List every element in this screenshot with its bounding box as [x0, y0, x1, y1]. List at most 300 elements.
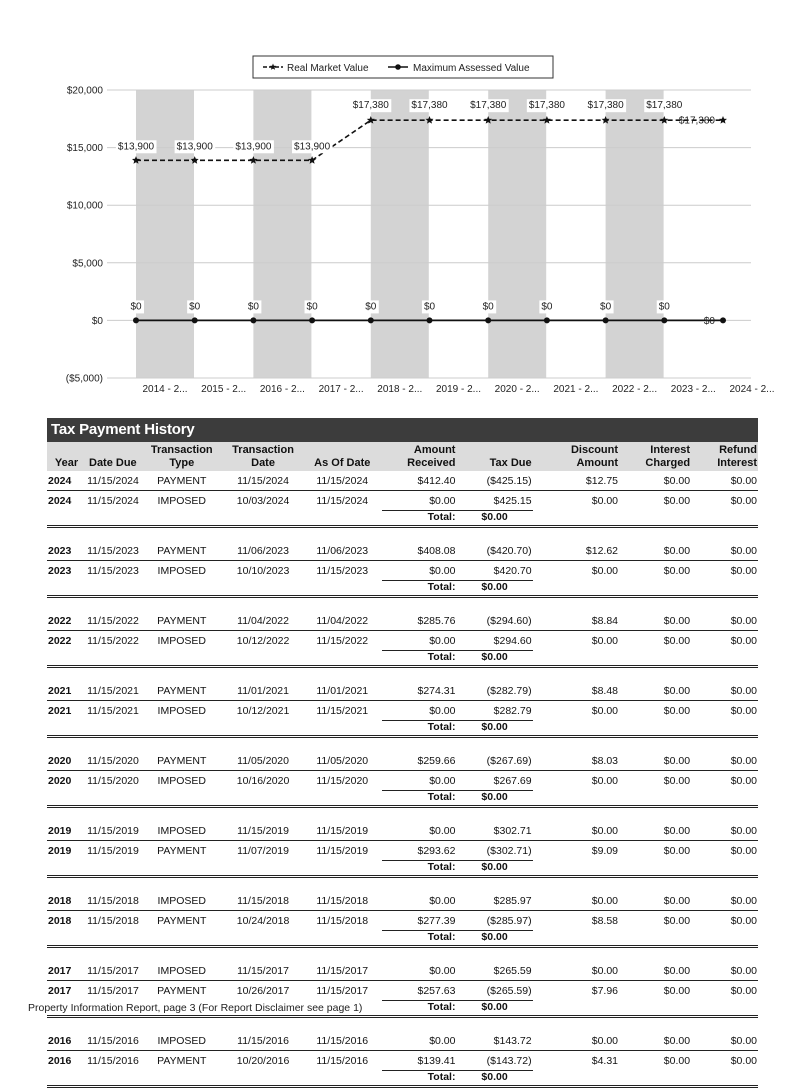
max-assessed-value-point — [309, 317, 315, 323]
table-row — [47, 611, 758, 631]
cell-as-of-date: 11/04/2022 — [302, 611, 382, 631]
total-empty-cell — [86, 651, 140, 667]
total-empty-cell — [619, 511, 691, 527]
cell-date-due: 11/15/2023 — [86, 541, 140, 561]
total-empty-cell — [47, 721, 86, 737]
cell-transaction-type: IMPOSED — [157, 494, 206, 507]
cell-amount-received: $0.00 — [382, 821, 456, 841]
cell-tax-due: ($143.72) — [486, 1054, 532, 1067]
cell-year: 2017 — [48, 984, 72, 997]
cell-refund-interest: $0.00 — [691, 961, 758, 981]
cell-tax-due: ($420.70) — [456, 541, 532, 561]
max-assessed-value-point — [661, 317, 667, 323]
total-row — [47, 931, 758, 947]
cell-as-of-date: 11/01/2021 — [302, 681, 382, 701]
cell-year: 2016 — [48, 1054, 72, 1067]
cell-discount-amount: $7.96 — [591, 984, 619, 997]
table-row — [47, 891, 758, 911]
real-market-value-label: $17,380 — [411, 100, 448, 112]
total-empty-cell — [691, 861, 758, 877]
cell-discount-amount: $8.03 — [533, 751, 619, 771]
cell-amount-received: $257.63 — [417, 984, 456, 997]
cell-refund-interest: $0.00 — [730, 564, 757, 577]
cell-discount-amount: $8.84 — [533, 611, 619, 631]
x-tick-label: 2014 - 2... — [142, 384, 188, 395]
header-year: Year — [47, 442, 86, 471]
total-empty-cell — [86, 861, 140, 877]
total-empty-cell — [302, 651, 382, 667]
cell-as-of-date: 11/15/2020 — [316, 774, 369, 787]
real-market-value-label: $17,380 — [352, 100, 389, 112]
cell-year: 2024 — [48, 494, 72, 507]
cell-discount-amount: $0.00 — [591, 774, 619, 787]
x-tick-label: 2018 - 2... — [377, 384, 423, 395]
cell-year: 2016 — [47, 1031, 86, 1051]
group-spacer — [47, 667, 758, 682]
total-empty-cell — [224, 791, 302, 807]
tax-payment-history — [47, 418, 758, 1088]
cell-discount-amount: $0.00 — [591, 704, 619, 717]
cell-refund-interest: $0.00 — [691, 891, 758, 911]
total-empty-cell — [224, 511, 302, 527]
max-assessed-value-point — [368, 317, 374, 323]
total-empty-cell — [140, 721, 224, 737]
cell-transaction-date: 10/12/2021 — [236, 704, 290, 717]
cell-refund-interest: $0.00 — [730, 634, 757, 647]
cell-amount-received: $274.31 — [382, 681, 456, 701]
header-as-of-date: As Of Date — [302, 442, 382, 471]
total-empty-cell — [47, 651, 86, 667]
max-assessed-value-label: $0 — [130, 301, 142, 313]
cell-date-due: 11/15/2021 — [86, 681, 140, 701]
cell-as-of-date: 11/15/2019 — [302, 821, 382, 841]
cell-transaction-type: IMPOSED — [140, 1031, 224, 1051]
cell-tax-due: ($425.15) — [456, 471, 532, 491]
header-date-due: Date Due — [86, 442, 140, 471]
legend-real-market-label: Real Market Value — [287, 63, 369, 74]
cell-date-due: 11/15/2017 — [87, 984, 139, 997]
total-empty-cell — [140, 1071, 224, 1087]
total-empty-cell — [140, 651, 224, 667]
chart-band — [606, 90, 664, 378]
cell-discount-amount: $12.62 — [533, 541, 619, 561]
cell-date-due: 11/15/2022 — [86, 611, 140, 631]
cell-transaction-date: 11/07/2019 — [237, 844, 289, 857]
cell-transaction-date: 10/26/2017 — [236, 984, 290, 997]
total-empty-cell — [619, 1071, 691, 1087]
total-empty-cell — [140, 861, 224, 877]
cell-tax-due: $420.70 — [493, 564, 532, 577]
cell-interest-charged: $0.00 — [663, 914, 691, 927]
total-empty-cell — [533, 1071, 619, 1087]
chart-band — [136, 90, 194, 378]
total-empty-cell — [691, 721, 758, 737]
total-empty-cell — [86, 721, 140, 737]
total-empty-cell — [302, 861, 382, 877]
cell-refund-interest: $0.00 — [691, 611, 758, 631]
cell-transaction-type: PAYMENT — [157, 984, 207, 997]
cell-transaction-date: 10/10/2023 — [236, 564, 290, 577]
cell-year: 2019 — [47, 821, 86, 841]
cell-as-of-date: 11/15/2021 — [316, 704, 369, 717]
tax-table — [47, 442, 758, 1088]
cell-interest-charged: $0.00 — [663, 634, 691, 647]
legend-max-assessed-label: Maximum Assessed Value — [413, 63, 530, 74]
cell-transaction-type: IMPOSED — [140, 891, 224, 911]
table-row — [47, 631, 758, 651]
total-empty-cell — [140, 791, 224, 807]
total-empty-cell — [691, 1071, 758, 1087]
total-empty-cell — [224, 721, 302, 737]
cell-year: 2018 — [48, 914, 72, 927]
cell-interest-charged: $0.00 — [663, 774, 691, 787]
group-spacer — [47, 807, 758, 822]
cell-transaction-type: PAYMENT — [140, 611, 224, 631]
cell-date-due: 11/15/2019 — [87, 844, 139, 857]
total-empty-cell — [691, 931, 758, 947]
cell-as-of-date: 11/15/2017 — [316, 984, 369, 997]
cell-tax-due: $294.60 — [493, 634, 532, 647]
total-row — [47, 791, 758, 807]
cell-discount-amount: $12.75 — [533, 471, 619, 491]
cell-date-due: 11/15/2018 — [87, 914, 139, 927]
total-row — [47, 511, 758, 527]
cell-transaction-type: PAYMENT — [140, 751, 224, 771]
group-spacer — [47, 597, 758, 612]
cell-discount-amount: $4.31 — [591, 1054, 619, 1067]
total-empty-cell — [140, 581, 224, 597]
cell-year: 2023 — [48, 564, 72, 577]
cell-date-due: 11/15/2018 — [86, 891, 140, 911]
total-empty-cell — [533, 511, 619, 527]
table-row — [47, 471, 758, 491]
cell-refund-interest: $0.00 — [730, 774, 757, 787]
cell-refund-interest: $0.00 — [730, 984, 757, 997]
cell-transaction-type: PAYMENT — [157, 844, 207, 857]
total-empty-cell — [619, 721, 691, 737]
group-spacer — [47, 737, 758, 752]
cell-amount-received: $412.40 — [382, 471, 456, 491]
x-tick-label: 2017 - 2... — [318, 384, 364, 395]
cell-amount-received: $408.08 — [382, 541, 456, 561]
cell-transaction-type: IMPOSED — [140, 961, 224, 981]
total-empty-cell — [691, 651, 758, 667]
table-row — [47, 1051, 758, 1071]
table-row — [47, 821, 758, 841]
chart-band — [488, 90, 546, 378]
max-assessed-value-point — [720, 317, 726, 323]
total-label: Total: — [382, 581, 456, 597]
total-empty-cell — [619, 1001, 691, 1017]
cell-transaction-date: 11/01/2021 — [224, 681, 302, 701]
table-row — [47, 561, 758, 581]
cell-as-of-date: 11/15/2018 — [302, 891, 382, 911]
table-row — [47, 701, 758, 721]
cell-transaction-date: 10/24/2018 — [236, 914, 290, 927]
y-tick-label: $20,000 — [66, 85, 103, 97]
group-spacer — [47, 877, 758, 892]
cell-date-due: 11/15/2020 — [86, 751, 140, 771]
total-row — [47, 581, 758, 597]
total-label: Total: — [382, 931, 456, 947]
cell-transaction-type: PAYMENT — [140, 681, 224, 701]
total-empty-cell — [619, 791, 691, 807]
cell-discount-amount: $8.48 — [533, 681, 619, 701]
total-empty-cell — [691, 581, 758, 597]
cell-tax-due: $267.69 — [493, 774, 532, 787]
total-empty-cell — [533, 1001, 619, 1017]
cell-discount-amount: $9.09 — [591, 844, 619, 857]
cell-year: 2022 — [48, 634, 72, 647]
cell-amount-received: $259.66 — [382, 751, 456, 771]
cell-year: 2017 — [47, 961, 86, 981]
total-empty-cell — [619, 931, 691, 947]
cell-as-of-date: 11/15/2018 — [316, 914, 369, 927]
legend-max-assessed-marker — [395, 64, 401, 70]
total-empty-cell — [619, 581, 691, 597]
total-value: $0.00 — [456, 931, 532, 947]
max-assessed-value-label: $0 — [658, 301, 670, 313]
cell-tax-due: ($285.97) — [486, 914, 532, 927]
total-empty-cell — [302, 581, 382, 597]
total-empty-cell — [302, 791, 382, 807]
cell-amount-received: $0.00 — [429, 704, 456, 717]
cell-year: 2021 — [48, 704, 72, 717]
cell-year: 2024 — [47, 471, 86, 491]
cell-interest-charged: $0.00 — [619, 541, 691, 561]
total-empty-cell — [533, 791, 619, 807]
cell-interest-charged: $0.00 — [619, 611, 691, 631]
y-tick-label: $0 — [91, 315, 103, 327]
total-row — [47, 1071, 758, 1087]
cell-refund-interest: $0.00 — [691, 751, 758, 771]
header-transaction-date: Transaction Date — [224, 442, 302, 471]
total-row — [47, 861, 758, 877]
cell-interest-charged: $0.00 — [663, 704, 691, 717]
total-value: $0.00 — [456, 581, 532, 597]
cell-tax-due: $265.59 — [456, 961, 532, 981]
cell-transaction-type: PAYMENT — [140, 471, 224, 491]
cell-transaction-type: IMPOSED — [157, 634, 206, 647]
cell-date-due: 11/15/2024 — [86, 471, 140, 491]
cell-refund-interest: $0.00 — [730, 844, 757, 857]
cell-transaction-type: IMPOSED — [157, 564, 206, 577]
cell-transaction-type: PAYMENT — [157, 1054, 207, 1067]
total-label: Total: — [382, 791, 456, 807]
cell-amount-received: $277.39 — [417, 914, 456, 927]
max-assessed-value-point — [544, 317, 550, 323]
cell-transaction-type: PAYMENT — [140, 541, 224, 561]
cell-tax-due: $425.15 — [493, 494, 532, 507]
total-empty-cell — [47, 931, 86, 947]
x-tick-label: 2016 - 2... — [259, 384, 305, 395]
cell-interest-charged: $0.00 — [663, 844, 691, 857]
cell-discount-amount: $0.00 — [533, 821, 619, 841]
y-tick-label: $5,000 — [72, 258, 103, 270]
cell-tax-due: $282.79 — [493, 704, 532, 717]
cell-interest-charged: $0.00 — [619, 821, 691, 841]
total-label: Total: — [382, 721, 456, 737]
cell-tax-due: ($267.69) — [456, 751, 532, 771]
total-value: $0.00 — [456, 791, 532, 807]
total-empty-cell — [47, 791, 86, 807]
cell-interest-charged: $0.00 — [619, 961, 691, 981]
max-assessed-value-point — [250, 317, 256, 323]
real-market-value-label: $17,380 — [470, 100, 507, 112]
total-empty-cell — [224, 861, 302, 877]
total-empty-cell — [302, 931, 382, 947]
cell-date-due: 11/15/2017 — [86, 961, 140, 981]
max-assessed-value-label: $0 — [247, 301, 259, 313]
cell-tax-due: ($294.60) — [456, 611, 532, 631]
total-value: $0.00 — [456, 511, 532, 527]
table-row — [47, 981, 758, 1001]
total-empty-cell — [47, 511, 86, 527]
max-assessed-value-label: $0 — [189, 301, 201, 313]
total-empty-cell — [47, 581, 86, 597]
cell-transaction-date: 11/05/2020 — [224, 751, 302, 771]
cell-discount-amount: $0.00 — [533, 961, 619, 981]
x-tick-label: 2015 - 2... — [201, 384, 247, 395]
max-assessed-value-label: $0 — [600, 301, 612, 313]
total-empty-cell — [224, 931, 302, 947]
cell-year: 2020 — [47, 751, 86, 771]
cell-interest-charged: $0.00 — [663, 984, 691, 997]
cell-amount-received: $0.00 — [382, 1031, 456, 1051]
max-assessed-value-label: $0 — [541, 301, 553, 313]
cell-refund-interest: $0.00 — [730, 494, 757, 507]
chart-band — [371, 90, 429, 378]
chart-band — [253, 90, 311, 378]
table-header-row — [47, 442, 758, 471]
max-assessed-value-label: $0 — [423, 301, 436, 313]
cell-transaction-type: IMPOSED — [157, 774, 206, 787]
total-empty-cell — [140, 931, 224, 947]
cell-refund-interest: $0.00 — [691, 541, 758, 561]
cell-as-of-date: 11/15/2016 — [302, 1031, 382, 1051]
max-assessed-value-label: $0 — [703, 315, 715, 327]
real-market-value-label: $17,380 — [587, 100, 624, 112]
cell-tax-due: $302.71 — [456, 821, 532, 841]
total-empty-cell — [302, 511, 382, 527]
y-tick-label: $15,000 — [66, 143, 103, 155]
header-amount-received: Amount Received — [382, 442, 456, 471]
group-spacer — [47, 1017, 758, 1032]
table-row — [47, 491, 758, 511]
cell-tax-due: ($302.71) — [486, 844, 532, 857]
cell-date-due: 11/15/2022 — [87, 634, 139, 647]
total-empty-cell — [86, 931, 140, 947]
y-tick-label: $10,000 — [66, 200, 103, 212]
total-row — [47, 721, 758, 737]
total-empty-cell — [224, 651, 302, 667]
total-empty-cell — [47, 1071, 86, 1087]
real-market-value-label: $13,900 — [117, 141, 155, 153]
total-empty-cell — [691, 791, 758, 807]
cell-interest-charged: $0.00 — [619, 751, 691, 771]
cell-amount-received: $139.41 — [417, 1054, 456, 1067]
total-value: $0.00 — [456, 721, 532, 737]
max-assessed-value-point — [192, 317, 198, 323]
total-label: Total: — [382, 1001, 456, 1017]
cell-transaction-date: 11/15/2024 — [224, 471, 302, 491]
cell-as-of-date: 11/05/2020 — [302, 751, 382, 771]
table-row — [47, 771, 758, 791]
header-tax-due: Tax Due — [456, 442, 532, 471]
total-label: Total: — [382, 511, 456, 527]
cell-tax-due: $143.72 — [456, 1031, 532, 1051]
cell-transaction-date: 10/16/2020 — [236, 774, 290, 787]
cell-interest-charged: $0.00 — [619, 891, 691, 911]
cell-transaction-date: 11/06/2023 — [224, 541, 302, 561]
header-discount-amount: Discount Amount — [533, 442, 619, 471]
total-empty-cell — [86, 511, 140, 527]
cell-as-of-date: 11/15/2022 — [316, 634, 369, 647]
cell-year: 2021 — [47, 681, 86, 701]
cell-transaction-date: 11/15/2016 — [224, 1031, 302, 1051]
cell-amount-received: $0.00 — [429, 774, 456, 787]
total-value: $0.00 — [456, 651, 532, 667]
cell-discount-amount: $0.00 — [533, 891, 619, 911]
cell-refund-interest: $0.00 — [730, 1054, 757, 1067]
total-empty-cell — [224, 1071, 302, 1087]
cell-transaction-date: 11/15/2018 — [224, 891, 302, 911]
y-tick-label: ($5,000) — [65, 373, 103, 385]
total-empty-cell — [533, 581, 619, 597]
header-refund-interest: Refund Interest — [691, 442, 758, 471]
cell-amount-received: $0.00 — [429, 634, 456, 647]
cell-transaction-date: 11/15/2019 — [224, 821, 302, 841]
table-row — [47, 911, 758, 931]
max-assessed-value-label: $0 — [306, 301, 318, 313]
cell-refund-interest: $0.00 — [691, 1031, 758, 1051]
cell-transaction-type: IMPOSED — [140, 821, 224, 841]
cell-as-of-date: 11/15/2024 — [316, 494, 369, 507]
cell-year: 2022 — [47, 611, 86, 631]
group-spacer — [47, 527, 758, 542]
total-empty-cell — [140, 511, 224, 527]
cell-date-due: 11/15/2019 — [86, 821, 140, 841]
cell-as-of-date: 11/15/2017 — [302, 961, 382, 981]
cell-discount-amount: $0.00 — [591, 634, 619, 647]
total-empty-cell — [691, 1001, 758, 1017]
value-chart — [0, 50, 801, 400]
total-empty-cell — [533, 721, 619, 737]
cell-year: 2018 — [47, 891, 86, 911]
cell-tax-due: ($265.59) — [486, 984, 532, 997]
header-interest-charged: Interest Charged — [619, 442, 691, 471]
cell-interest-charged: $0.00 — [663, 564, 691, 577]
total-empty-cell — [691, 511, 758, 527]
total-empty-cell — [224, 581, 302, 597]
cell-discount-amount: $8.58 — [591, 914, 619, 927]
cell-date-due: 11/15/2020 — [87, 774, 139, 787]
header-transaction-type: Transaction Type — [140, 442, 224, 471]
total-label: Total: — [382, 651, 456, 667]
total-empty-cell — [302, 721, 382, 737]
max-assessed-value-label: $0 — [365, 301, 377, 313]
real-market-value-label: $13,900 — [294, 141, 331, 153]
cell-transaction-date: 10/03/2024 — [236, 494, 290, 507]
tax-table-body — [47, 471, 758, 1087]
cell-tax-due: $285.97 — [456, 891, 532, 911]
cell-interest-charged: $0.00 — [619, 1031, 691, 1051]
cell-refund-interest: $0.00 — [691, 821, 758, 841]
cell-date-due: 11/15/2016 — [87, 1054, 139, 1067]
page-footer: Property Information Report, page 3 (For Report Disclaimer see page 1) — [28, 1002, 363, 1014]
cell-as-of-date: 11/15/2016 — [316, 1054, 369, 1067]
cell-as-of-date: 11/06/2023 — [302, 541, 382, 561]
